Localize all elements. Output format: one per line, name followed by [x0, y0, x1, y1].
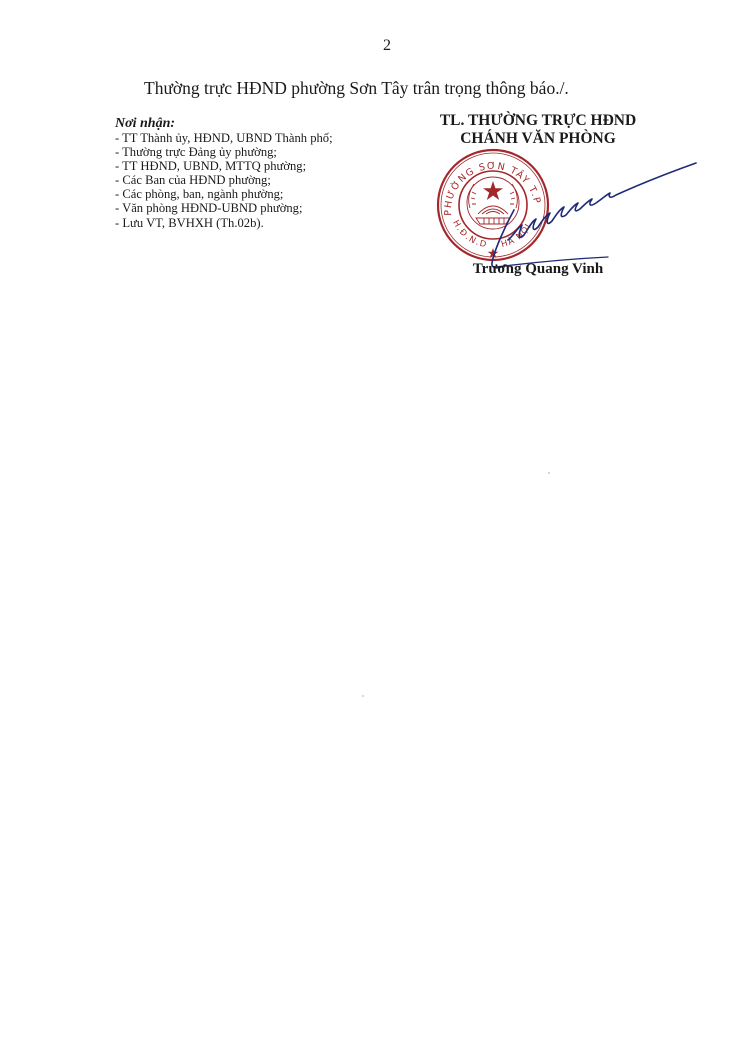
recipient-item: - Lưu VT, BVHXH (Th.02b).: [115, 215, 264, 230]
recipients-title: Nơi nhận:: [115, 116, 176, 131]
recipient-item: - TT HĐND, UBND, MTTQ phường;: [115, 159, 307, 174]
handwritten-signature-icon: [488, 155, 698, 275]
recipients-list: [115, 131, 405, 230]
svg-text:PHƯỜNG SƠN TÂY T.P: PHƯỜNG SƠN TÂY T.P: [442, 160, 543, 216]
recipient-item: - Các Ban của HĐND phường;: [115, 173, 271, 188]
signer-name: Trương Quang Vinh: [472, 261, 604, 277]
closing-sentence: Thường trực HĐND phường Sơn Tây trân trọng thông báo./.: [144, 78, 569, 98]
page-number: 2: [383, 37, 391, 54]
svg-text:HÀ NỘI: HÀ NỘI: [500, 221, 535, 251]
recipient-item: - Thường trực Đảng ủy phường;: [115, 145, 277, 160]
signature-authority-line: TL. THƯỜNG TRỰC HĐND: [439, 112, 637, 129]
signature-position-line: CHÁNH VĂN PHÒNG: [460, 129, 616, 147]
scan-speck: [362, 695, 364, 697]
svg-text:H.Đ.N.D: H.Đ.N.D: [450, 218, 489, 251]
signature-block: [420, 112, 656, 147]
recipient-item: - TT Thành ủy, HĐND, UBND Thành phố;: [115, 131, 333, 145]
scan-speck: [548, 472, 550, 474]
recipient-item: - Các phòng, ban, ngành phường;: [115, 187, 284, 202]
recipient-item: - Văn phòng HĐND-UBND phường;: [115, 201, 303, 216]
recipients-section: [115, 116, 405, 230]
